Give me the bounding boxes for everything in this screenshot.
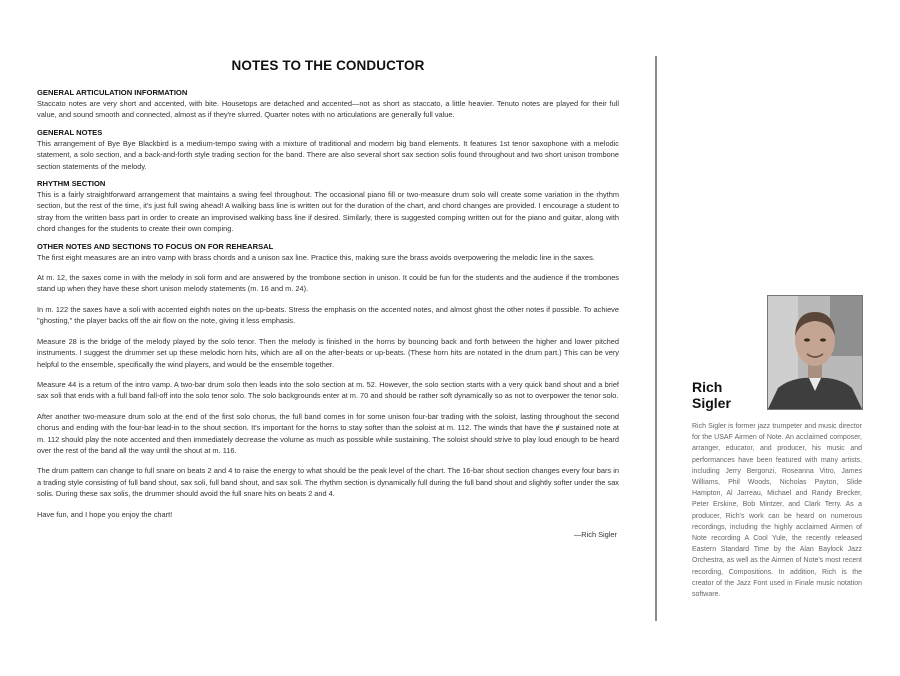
author-first-name: Rich xyxy=(692,379,723,395)
signature: —Rich Sigler xyxy=(573,529,617,539)
paragraph: Staccato notes are very short and accented, with bite. Housetops are detached and accented—not as short as staccato, a little heavier. Tenuto notes are played for their full value, and sound smooth and connected, almost as if they're slurred. Quarter notes with no articulations are generally full value. xyxy=(37,99,619,120)
conductor-notes xyxy=(37,58,619,539)
paragraph: In m. 122 the saxes have a soli with accented eighth notes on the up-beats. Stress the emphasis on the accented notes, and almost ghost the other notes if possible. To achieve "ghosting," the player backs off the air flow on the note, giving it less emphasis. xyxy=(37,304,619,326)
author-name xyxy=(692,380,762,411)
paragraph: The first eight measures are an intro vamp with brass chords and a unison sax line. Practice this, making sure the brass avoids overpowering the melodic line in the saxes. xyxy=(37,252,595,262)
section-heading-articulation: GENERAL ARTICULATION INFORMATION xyxy=(37,88,188,97)
author-photo xyxy=(767,295,863,410)
paragraph: Have fun, and I hope you enjoy the chart! xyxy=(37,509,173,519)
paragraph: At m. 12, the saxes come in with the melody in soli form and are answered by the trombone section in unison. It could be fun for the students and the audience if the trombones stand up when they have these short unison melody statements (m. 16 and m. 24). xyxy=(37,273,619,294)
column-divider xyxy=(655,56,657,621)
section-heading-general-notes: GENERAL NOTES xyxy=(37,127,103,137)
paragraph: Measure 44 is a return of the intro vamp. A two-bar drum solo then leads into the solo section at m. 52. However, the solo section starts with a very quick band shout and a brief sax soli that ends with a full band fall-off into the solo tenor solo. The solo backgrounds enter at m. 70 and should be rather soft dynamically so as not to overpower the tenor solo. xyxy=(37,379,619,401)
author-last-name: Sigler xyxy=(692,394,731,411)
page-title: NOTES TO THE CONDUCTOR xyxy=(231,58,425,73)
paragraph: This arrangement of Bye Bye Blackbird is a medium-tempo swing with a mixture of traditional and modern big band elements. It features 1st tenor saxophone with a melodic statement, a solo section, and a back-and-forth style trading section for the band. There are also several short sax section solis found throughout and two short unison trombone section statements of the melody. xyxy=(37,138,619,171)
paragraph: This is a fairly straightforward arrangement that maintains a swing feel throughout. The occasional piano fill or two-measure drum solo will create some variation in the rhythm section, but the rest of the time, it's just full swing ahead! A walking bass line is written out for the duration of the chart, and chord changes are provided. I encourage a student to stray from the written bass part in order to create an improvised walking bass line if desired. Similarly, there is suggested comping written out for the piano and guitar, along with chord changes for the students to create their own comping. xyxy=(37,190,619,234)
paragraph: After another two-measure drum solo at the end of the first solo chorus, the full band comes in for some unison four-bar trading with the soloist, lasting throughout the second chorus and ending with the four-bar lead-in to the shout section. It's important for the horns to stay softer than the soloist at m. 112. The winds that have the ɇ sustained note at m. 112 should play the note accented and then immediately decrease the volume as much as possible while sustaining. The soloist should strive to play loud enough to be heard over the rest of the band all the way until the shout at m. 116. xyxy=(37,411,619,455)
paragraph: Measure 28 is the bridge of the melody played by the solo tenor. Then the melody is finished in the horns by bouncing back and forth between the higher and lower pitched instruments. I suggest the drummer set up these melodic horn hits, which are all on the after-beats or up-beats. (These horn hits are notated in the drum part.) This can be very helpful to the ensemble, specifically the wind players, and would be the ensemble together. xyxy=(37,336,619,369)
author-bio: Rich Sigler is former jazz trumpeter and music director for the USAF Airmen of Note. An acclaimed composer, arranger, educator, and producer, his music and performances have been featured with many artists, including Jerry Bergonzi, Roseanna Vitro, James Williams, Phil Woods, Nicholas Payton, Slide Hampton, Al Jarreau, Michael and Randy Brecker, Peter Erskine, Bob Mintzer, and Clark Terry. As a producer, Rich's work can be heard on numerous recordings, including the highly acclaimed Airmen of Note recording A Cool Yule, the recently released Eastern Standard Time by the Alan Baylock Jazz Orchestra, as well as the Airmen of Note's most recent recording, Compositions. In addition, Rich is the creator of the Jazz Font used in Finale music notation software. xyxy=(692,423,862,599)
section-heading-rhythm: RHYTHM SECTION xyxy=(37,179,106,189)
paragraph: The drum pattern can change to full snare on beats 2 and 4 to raise the energy to what should be the peak level of the chart. The 16-bar shout section changes every four bars in a trading style consisting of full band shout, sax soli, full band shout, and sax soli. The rhythm section is dynamically full during the full band shout and slightly softer under the sax solis. During these sax solis, the drummer should avoid the full snare hits on beats 2 and 4. xyxy=(37,466,619,499)
section-heading-rehearsal: OTHER NOTES AND SECTIONS TO FOCUS ON FOR REHEARSAL xyxy=(37,241,274,251)
